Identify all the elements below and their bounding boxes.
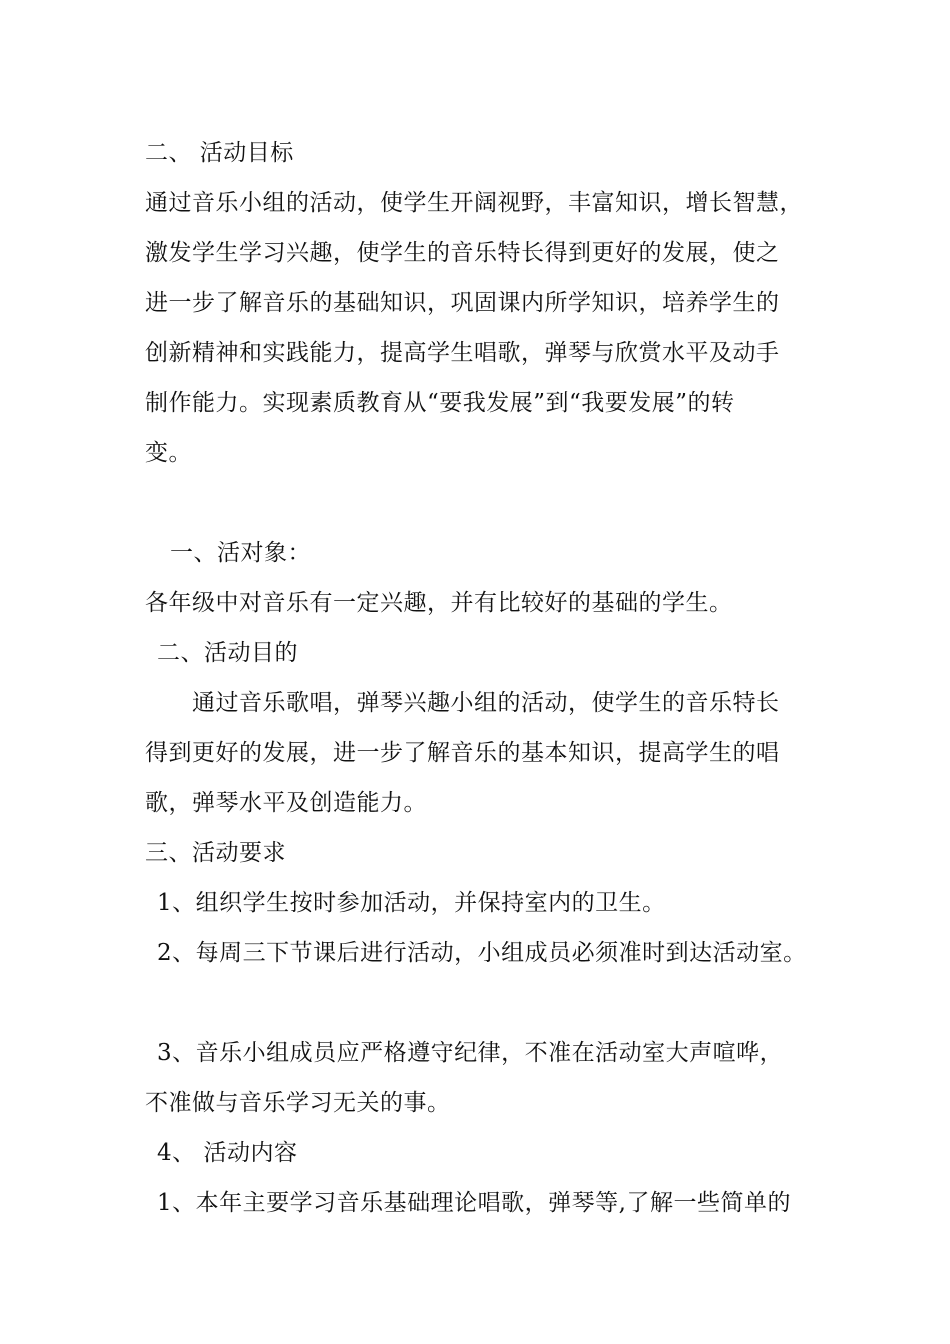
paragraph-line: 进一步了解音乐的基础知识，巩固课内所学知识，培养学生的: [145, 290, 780, 316]
list-item: 3、音乐小组成员应严格遵守纪律，不准在活动室大声喧哗，: [157, 1040, 784, 1066]
heading-activity-requirements: 三、活动要求: [145, 840, 286, 866]
paragraph-line: 通过音乐小组的活动，使学生开阔视野，丰富知识，增长智慧，: [145, 190, 803, 216]
heading-activity-goals: 二、 活动目标: [145, 140, 294, 166]
heading-activity-content: 4、 活动内容: [157, 1140, 298, 1166]
paragraph-line: 歌，弹琴水平及创造能力。: [145, 790, 427, 816]
paragraph-line: 通过音乐歌唱，弹琴兴趣小组的活动，使学生的音乐特长: [192, 690, 780, 716]
paragraph-line: 激发学生学习兴趣，使学生的音乐特长得到更好的发展，使之: [145, 240, 780, 266]
list-item: 2、每周三下节课后进行活动，小组成员必须准时到达活动室。: [157, 940, 807, 966]
paragraph-line: 变。: [145, 440, 192, 466]
paragraph-line: 制作能力。实现素质教育从“要我发展”到“我要发展”的转: [145, 390, 735, 416]
heading-activity-targets: 一、活对象：: [170, 540, 311, 566]
paragraph-line: 不准做与音乐学习无关的事。: [145, 1090, 451, 1116]
heading-activity-purpose: 二、活动目的: [157, 640, 298, 666]
paragraph-line: 得到更好的发展，进一步了解音乐的基本知识，提高学生的唱: [145, 740, 780, 766]
list-item: 1、组织学生按时参加活动，并保持室内的卫生。: [157, 890, 666, 916]
paragraph-line: 创新精神和实践能力，提高学生唱歌，弹琴与欣赏水平及动手: [145, 340, 780, 366]
list-item: 1、本年主要学习音乐基础理论唱歌，弹琴等,了解一些简单的: [157, 1190, 791, 1216]
paragraph-line: 各年级中对音乐有一定兴趣，并有比较好的基础的学生。: [145, 590, 733, 616]
